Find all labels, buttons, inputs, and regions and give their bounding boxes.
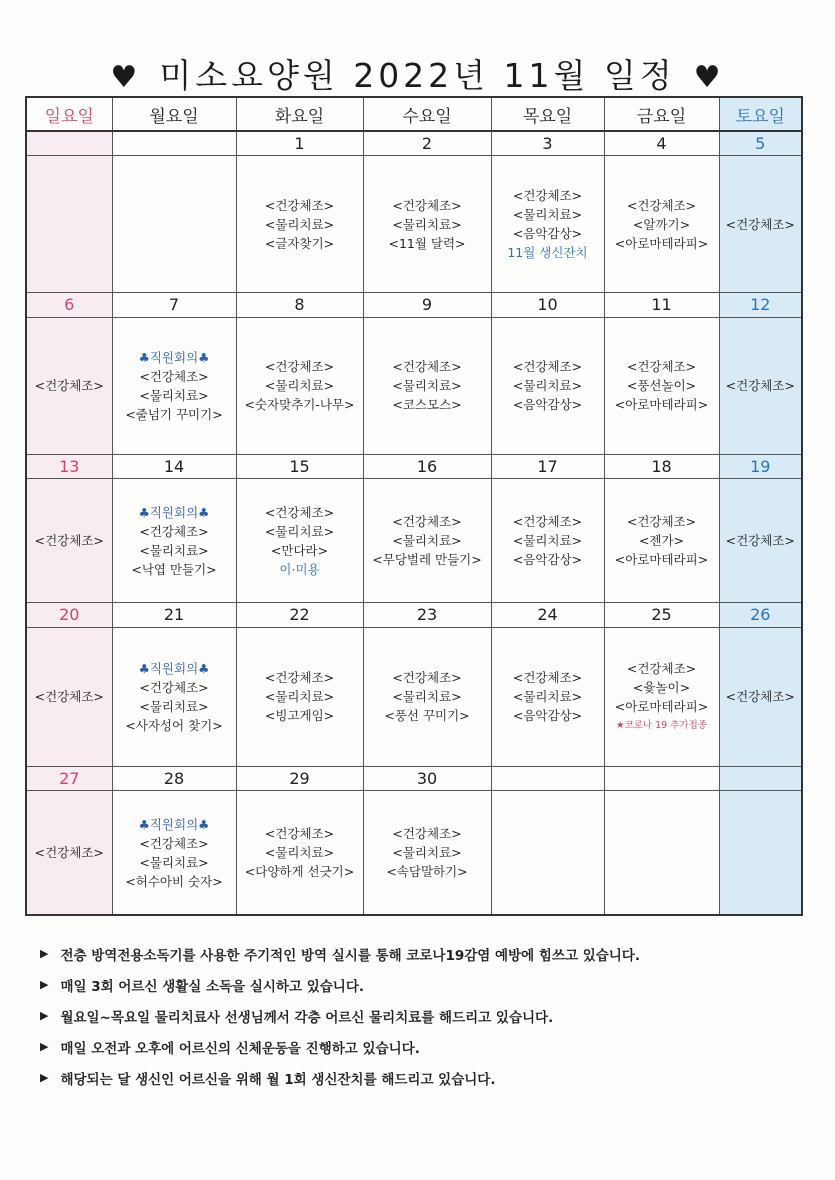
note-text: 월요일~목요일 물리치료사 선생님께서 각층 어르신 물리치료를 해드리고 있습니다.: [60, 1009, 554, 1026]
date-number: 7: [112, 293, 236, 317]
schedule-item: <물리치료>: [264, 523, 335, 539]
date-number: [491, 766, 604, 790]
date-number: [26, 131, 112, 156]
date-number: 2: [363, 131, 491, 156]
schedule-item: ♣직원회의♣: [138, 504, 210, 520]
date-row: [26, 293, 802, 317]
schedule-item: <물리치료>: [139, 854, 209, 870]
date-number: 29: [236, 766, 363, 790]
schedule-item: <건강체조>: [264, 670, 335, 686]
day-cell: [236, 627, 363, 766]
schedule-item: ♣직원회의♣: [138, 660, 210, 676]
heart-right-icon: ♥: [693, 60, 725, 95]
schedule-item: ♣직원회의♣: [138, 349, 210, 365]
date-number: 11: [604, 293, 719, 317]
schedule-item: <물리치료>: [392, 378, 462, 394]
schedule-item: <윷놀이>: [632, 679, 691, 695]
heart-left-icon: ♥: [110, 60, 142, 95]
schedule-item: <건강체조>: [626, 197, 697, 213]
schedule-item: <건강체조>: [512, 188, 583, 204]
schedule-item: <물리치료>: [139, 542, 209, 558]
schedule-row: [26, 156, 802, 293]
triangle-bullet-icon: ▶: [40, 978, 49, 991]
schedule-item: 11월 생신잔치: [507, 245, 588, 261]
schedule-item: <건강체조>: [512, 670, 583, 686]
day-cell: [363, 478, 491, 602]
date-number: 25: [604, 603, 719, 627]
schedule-item: <물리치료>: [139, 387, 209, 403]
schedule-item: <건강체조>: [264, 504, 335, 520]
schedule-item: <물리치료>: [512, 533, 583, 549]
note-text: 매일 오전과 오후에 어르신의 신체운동을 진행하고 있습니다.: [60, 1040, 420, 1057]
day-cell: [236, 156, 363, 293]
triangle-bullet-icon: ▶: [40, 947, 49, 960]
schedule-item: <건강체조>: [34, 845, 104, 861]
schedule-item: <사자성어 찾기>: [125, 717, 223, 733]
schedule-item: <물리치료>: [264, 216, 335, 232]
weekday-wednesday: 수요일: [363, 97, 491, 131]
schedule-row: [26, 627, 802, 766]
day-cell: [363, 791, 491, 915]
date-number: 12: [719, 293, 802, 317]
day-cell: [604, 156, 719, 293]
date-row: [26, 603, 802, 627]
schedule-item: <음악감상>: [512, 397, 583, 413]
page-title: [0, 50, 835, 97]
schedule-item: <숫자맞추기-나무>: [244, 397, 355, 413]
schedule-item: <글자찾기>: [264, 235, 335, 251]
schedule-item: <건강체조>: [264, 359, 335, 375]
schedule-item: <건강체조>: [139, 368, 209, 384]
day-cell: [236, 478, 363, 602]
day-cell: [236, 317, 363, 454]
schedule-item: <건강체조>: [392, 359, 462, 375]
date-number: 14: [112, 454, 236, 478]
day-cell: [719, 156, 802, 293]
day-cell: [112, 791, 236, 915]
triangle-bullet-icon: ▶: [40, 1040, 49, 1053]
schedule-item: <낙엽 만들기>: [131, 561, 217, 577]
day-cell: [112, 156, 236, 293]
schedule-item: <음악감상>: [512, 552, 583, 568]
date-number: 5: [719, 131, 802, 156]
schedule-item: <건강체조>: [139, 835, 209, 851]
date-row: [26, 454, 802, 478]
note-item: [40, 1031, 810, 1062]
schedule-item: <음악감상>: [512, 708, 583, 724]
schedule-item: <건강체조>: [725, 378, 795, 394]
day-cell: [491, 478, 604, 602]
day-cell: [604, 627, 719, 766]
day-cell: [719, 627, 802, 766]
date-number: 23: [363, 603, 491, 627]
date-number: 9: [363, 293, 491, 317]
schedule-item: <건강체조>: [139, 523, 209, 539]
schedule-item: <허수아비 숫자>: [125, 873, 223, 889]
note-item: [40, 969, 810, 1000]
day-cell: [26, 478, 112, 602]
schedule-item: <건강체조>: [264, 197, 335, 213]
day-cell: [719, 317, 802, 454]
date-number: [719, 766, 802, 790]
date-number: 15: [236, 454, 363, 478]
note-text: 매일 3회 어르신 생활실 소독을 실시하고 있습니다.: [60, 978, 365, 995]
date-number: [112, 131, 236, 156]
day-cell: [719, 478, 802, 602]
date-number: [604, 766, 719, 790]
note-item: [40, 1062, 810, 1093]
date-number: 28: [112, 766, 236, 790]
calendar-table: [25, 96, 803, 916]
schedule-item: <풍선 꾸미기>: [384, 708, 470, 724]
day-cell: [491, 156, 604, 293]
date-number: 18: [604, 454, 719, 478]
day-cell: [604, 791, 719, 915]
schedule-item: <건강체조>: [139, 679, 209, 695]
schedule-item: <물리치료>: [264, 689, 335, 705]
schedule-item: <속담말하기>: [386, 864, 468, 880]
schedule-item: <건강체조>: [392, 197, 462, 213]
date-number: 8: [236, 293, 363, 317]
date-number: 1: [236, 131, 363, 156]
note-item: [40, 938, 810, 969]
schedule-item: <빙고게임>: [264, 708, 335, 724]
date-number: 26: [719, 603, 802, 627]
date-number: 4: [604, 131, 719, 156]
schedule-item: <음악감상>: [512, 226, 583, 242]
weekday-header-row: [26, 97, 802, 131]
schedule-item: <만다라>: [270, 542, 329, 558]
day-cell: [491, 317, 604, 454]
day-cell: [491, 627, 604, 766]
schedule-item: <건강체조>: [34, 533, 104, 549]
date-number: 13: [26, 454, 112, 478]
day-cell: [26, 791, 112, 915]
schedule-item: <건강체조>: [626, 660, 697, 676]
schedule-item: 이·미용: [279, 561, 320, 577]
schedule-item: <건강체조>: [512, 359, 583, 375]
triangle-bullet-icon: ▶: [40, 1009, 49, 1022]
day-cell: [26, 627, 112, 766]
date-number: 27: [26, 766, 112, 790]
date-number: 21: [112, 603, 236, 627]
day-cell: [236, 791, 363, 915]
day-cell: [26, 317, 112, 454]
schedule-item: <건강체조>: [34, 689, 104, 705]
weekday-monday: 월요일: [112, 97, 236, 131]
schedule-item: <물리치료>: [512, 378, 583, 394]
schedule-item: ♣직원회의♣: [138, 816, 210, 832]
schedule-item: <아로마테라피>: [614, 235, 709, 251]
schedule-item: <물리치료>: [392, 845, 462, 861]
schedule-item: <풍선놀이>: [626, 378, 697, 394]
weekday-friday: 금요일: [604, 97, 719, 131]
date-number: 3: [491, 131, 604, 156]
day-cell: [604, 478, 719, 602]
note-text: 전층 방역전용소독기를 사용한 주기적인 방역 실시를 통해 코로나19감염 예방에 힘쓰고 있습니다.: [60, 947, 640, 964]
schedule-item: <아로마테라피>: [614, 552, 709, 568]
weekday-thursday: 목요일: [491, 97, 604, 131]
schedule-item: <물리치료>: [139, 698, 209, 714]
schedule-item: <물리치료>: [392, 533, 462, 549]
schedule-item: <건강체조>: [392, 826, 462, 842]
schedule-row: [26, 317, 802, 454]
day-cell: [112, 317, 236, 454]
day-cell: [491, 791, 604, 915]
date-number: 19: [719, 454, 802, 478]
weekday-saturday: 토요일: [719, 97, 802, 131]
day-cell: [363, 156, 491, 293]
date-number: 22: [236, 603, 363, 627]
schedule-item: <젠가>: [638, 533, 685, 549]
date-number: 17: [491, 454, 604, 478]
schedule-item: <물리치료>: [264, 378, 335, 394]
schedule-item: <알까기>: [632, 216, 691, 232]
schedule-item: <건강체조>: [264, 826, 335, 842]
schedule-item: <코스모스>: [392, 397, 462, 413]
schedule-item: <다양하게 선긋기>: [244, 864, 355, 880]
schedule-item: <건강체조>: [34, 378, 104, 394]
date-number: 30: [363, 766, 491, 790]
date-row: [26, 766, 802, 790]
schedule-item: <건강체조>: [626, 359, 697, 375]
schedule-item: <물리치료>: [512, 207, 583, 223]
date-number: 16: [363, 454, 491, 478]
schedule-item: <건강체조>: [626, 514, 697, 530]
schedule-item: <물리치료>: [264, 845, 335, 861]
schedule-item: <건강체조>: [392, 514, 462, 530]
schedule-item: ★코로나 19 추가접종: [616, 719, 707, 731]
day-cell: [112, 627, 236, 766]
schedule-item: <11월 달력>: [388, 235, 466, 251]
weekday-sunday: 일요일: [26, 97, 112, 131]
schedule-item: <아로마테라피>: [614, 397, 709, 413]
weekday-tuesday: 화요일: [236, 97, 363, 131]
schedule-item: <건강체조>: [392, 670, 462, 686]
title-text: 미소요양원 2022년 11월 일정: [159, 56, 676, 95]
triangle-bullet-icon: ▶: [40, 1071, 49, 1084]
day-cell: [363, 627, 491, 766]
schedule-item: <건강체조>: [725, 533, 795, 549]
schedule-item: <건강체조>: [725, 689, 795, 705]
schedule-item: <물리치료>: [512, 689, 583, 705]
schedule-item: <건강체조>: [725, 216, 795, 232]
schedule-item: <물리치료>: [392, 689, 462, 705]
schedule-item: <아로마테라피>: [614, 698, 709, 714]
date-number: 20: [26, 603, 112, 627]
day-cell: [604, 317, 719, 454]
schedule-row: [26, 791, 802, 915]
note-item: [40, 1000, 810, 1031]
date-number: 10: [491, 293, 604, 317]
day-cell: [26, 156, 112, 293]
schedule-item: <줄넘기 꾸미기>: [125, 406, 223, 422]
date-number: 24: [491, 603, 604, 627]
schedule-item: <물리치료>: [392, 216, 462, 232]
schedule-row: [26, 478, 802, 602]
date-row: [26, 131, 802, 156]
schedule-item: <건강체조>: [512, 514, 583, 530]
schedule-item: <무당벌레 만들기>: [372, 552, 482, 568]
notes-list: [40, 938, 810, 1093]
day-cell: [719, 791, 802, 915]
day-cell: [363, 317, 491, 454]
day-cell: [112, 478, 236, 602]
note-text: 해당되는 달 생신인 어르신을 위해 월 1회 생신잔치를 해드리고 있습니다.: [60, 1071, 496, 1088]
date-number: 6: [26, 293, 112, 317]
